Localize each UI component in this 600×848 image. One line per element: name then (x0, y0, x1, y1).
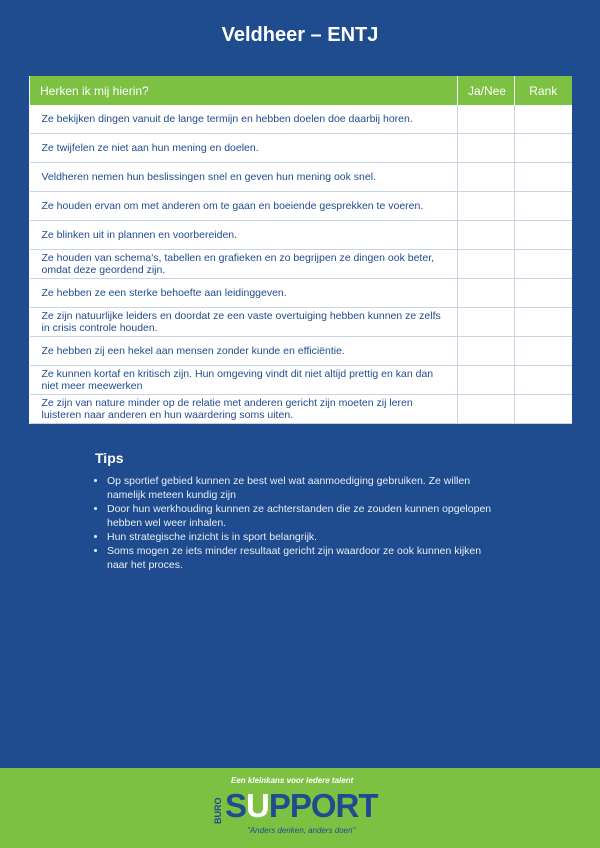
tip-item: • Door hun werkhouding kunnen ze achterstanden die ze zouden kunnen opgelopen hebben wel weer inhalen. (107, 502, 495, 530)
table-row (30, 308, 572, 337)
rank-cell[interactable] (515, 366, 572, 395)
tip-item: • Hun strategische inzicht is in sport belangrijk. (107, 530, 495, 544)
statement-cell: Ze houden van schema's, tabellen en grafieken en zo begrijpen ze dingen ook beter, omdat deze geordend zijn. (30, 250, 458, 279)
column-header-yes-no: Ja/Nee (458, 76, 515, 105)
page-title: Veldheer – ENTJ (221, 24, 379, 46)
tips-list (95, 474, 495, 572)
statement-cell: Ze twijfelen ze niet aan hun mening en doelen. (30, 134, 458, 163)
logo-buro-text: BURO (213, 797, 223, 825)
footer-bar (0, 768, 600, 848)
tips-title: Tips (95, 450, 124, 466)
yes-no-cell[interactable] (458, 134, 515, 163)
table-row (30, 279, 572, 308)
buro-support-logo (211, 776, 391, 842)
tip-item: • Op sportief gebied kunnen ze best wel wat aanmoediging gebruiken. Ze willen namelijk meteen kundig zijn (107, 474, 495, 502)
statement-cell: Ze zijn natuurlijke leiders en doordat ze een vaste overtuiging hebben kunnen ze zelfs in crisis controle houden. (30, 308, 458, 337)
table-row (30, 395, 572, 424)
statement-cell: Ze blinken uit in plannen en voorbereiden. (30, 221, 458, 250)
logo-slogan: Een kleinkans voor iedere talent (231, 776, 354, 785)
rank-cell[interactable] (515, 221, 572, 250)
rank-cell[interactable] (515, 279, 572, 308)
checklist-table (29, 76, 572, 424)
statement-cell: Ze hebben ze een sterke behoefte aan leidinggeven. (30, 279, 458, 308)
tips-section (95, 450, 495, 572)
statement-cell: Ze zijn van nature minder op de relatie met anderen gericht zijn moeten zij leren luisteren naar anderen en hun waardering soms uiten. (30, 395, 458, 424)
rank-cell[interactable] (515, 105, 572, 134)
logo-letters-rest: PPORT (268, 787, 378, 824)
table-row (30, 105, 572, 134)
logo-letter-u: U (246, 787, 269, 824)
yes-no-cell[interactable] (458, 395, 515, 424)
yes-no-cell[interactable] (458, 221, 515, 250)
table-row (30, 192, 572, 221)
rank-cell[interactable] (515, 308, 572, 337)
table-row (30, 221, 572, 250)
statement-cell: Ze hebben zij een hekel aan mensen zonder kunde en efficiëntie. (30, 337, 458, 366)
yes-no-cell[interactable] (458, 250, 515, 279)
statement-cell: Ze houden ervan om met anderen om te gaan en boeiende gesprekken te voeren. (30, 192, 458, 221)
logo-motto: "Anders denken, anders doen" (247, 826, 356, 835)
statement-cell: Ze bekijken dingen vanuit de lange termijn en hebben doelen doe daarbij horen. (30, 105, 458, 134)
rank-cell[interactable] (515, 395, 572, 424)
rank-cell[interactable] (515, 192, 572, 221)
table-row (30, 163, 572, 192)
logo-letter-s: S (225, 787, 247, 824)
column-header-rank: Rank (515, 76, 572, 105)
table-row (30, 337, 572, 366)
table-header-row (30, 76, 572, 105)
rank-cell[interactable] (515, 337, 572, 366)
rank-cell[interactable] (515, 134, 572, 163)
statement-cell: Veldheren nemen hun beslissingen snel en geven hun mening ook snel. (30, 163, 458, 192)
yes-no-cell[interactable] (458, 279, 515, 308)
yes-no-cell[interactable] (458, 192, 515, 221)
column-header-statement: Herken ik mij hierin? (30, 76, 458, 105)
yes-no-cell[interactable] (458, 163, 515, 192)
rank-cell[interactable] (515, 163, 572, 192)
yes-no-cell[interactable] (458, 337, 515, 366)
yes-no-cell[interactable] (458, 105, 515, 134)
table-row (30, 366, 572, 395)
yes-no-cell[interactable] (458, 308, 515, 337)
table-row (30, 134, 572, 163)
yes-no-cell[interactable] (458, 366, 515, 395)
logo-support-text (225, 787, 378, 825)
tip-item: • Soms mogen ze iets minder resultaat gericht zijn waardoor ze ook kunnen kijken naar het proces. (107, 544, 495, 572)
table-row (30, 250, 572, 279)
statement-cell: Ze kunnen kortaf en kritisch zijn. Hun omgeving vindt dit niet altijd prettig en kan dan niet meer meewerken (30, 366, 458, 395)
rank-cell[interactable] (515, 250, 572, 279)
